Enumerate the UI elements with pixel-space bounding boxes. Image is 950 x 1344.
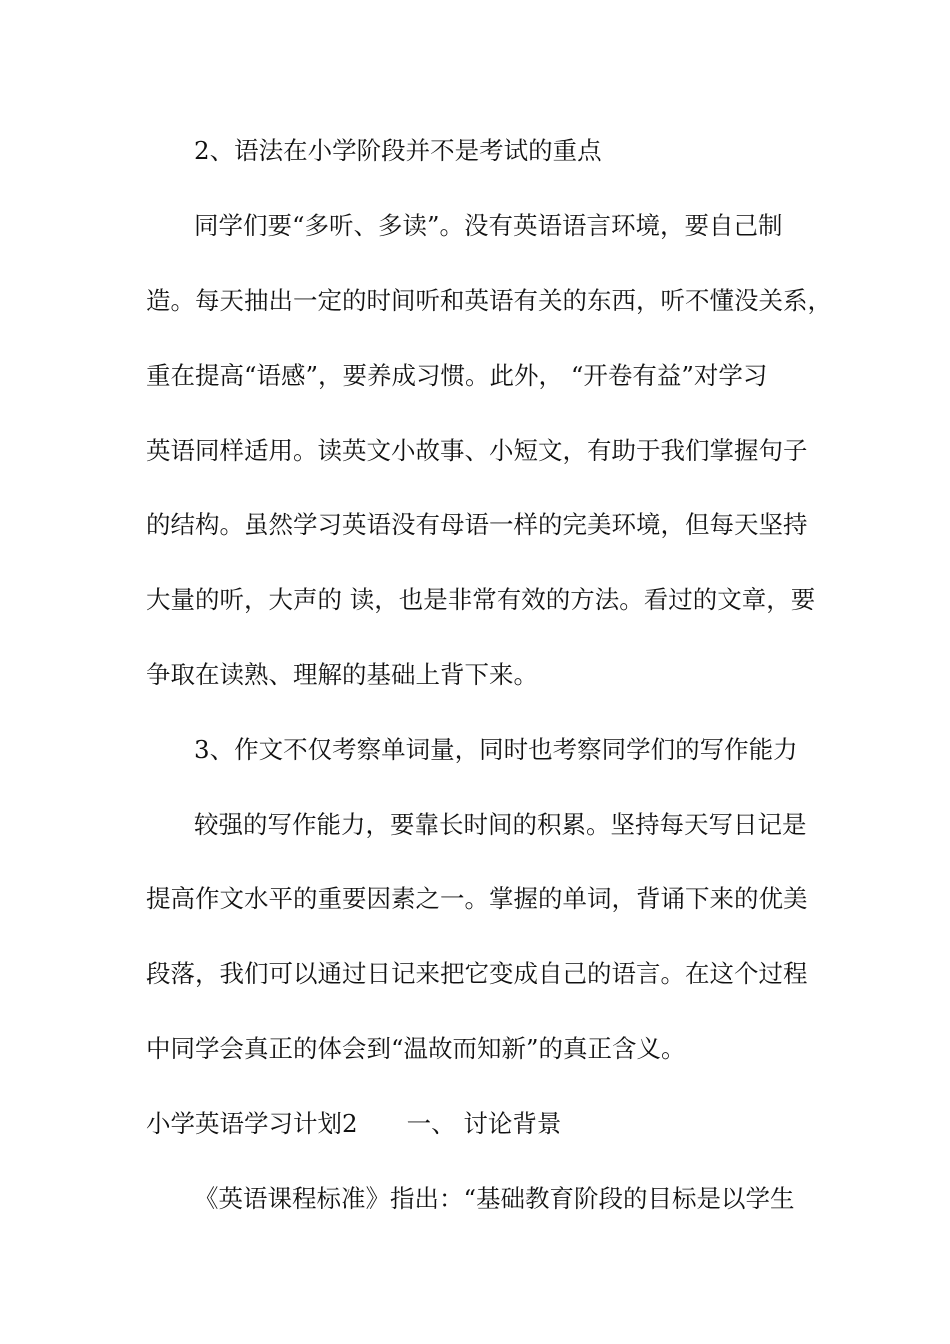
paragraph-line: 《英语课程标准》指出：“基础教育阶段的目标是以学生 bbox=[194, 1184, 795, 1213]
paragraph-line: 的结构。虽然学习英语没有母语一样的完美环境，但每天坚持 bbox=[146, 510, 808, 539]
section-heading-grammar: 2、语法在小学阶段并不是考试的重点 bbox=[194, 136, 602, 165]
paragraph-line: 提高作文水平的重要因素之一。掌握的单词，背诵下来的优美 bbox=[146, 884, 808, 913]
paragraph-line: 争取在读熟、理解的基础上背下来。 bbox=[146, 660, 538, 689]
paragraph-line: 较强的写作能力，要靠长时间的积累。坚持每天写日记是 bbox=[194, 810, 807, 839]
paragraph-line: 中同学会真正的体会到“温故而知新”的真正含义。 bbox=[146, 1034, 686, 1063]
paragraph-line: 大量的听，大声的 读，也是非常有效的方法。看过的文章，要 bbox=[146, 585, 816, 614]
paragraph-line: 英语同样适用。读英文小故事、小短文，有助于我们掌握句子 bbox=[146, 436, 808, 465]
paragraph-line: 重在提高“语感”，要养成习惯。此外， “开卷有益”对学习 bbox=[146, 361, 768, 390]
paragraph-line: 段落，我们可以通过日记来把它变成自己的语言。在这个过程 bbox=[146, 959, 808, 988]
plan-title-heading: 小学英语学习计划2 一、 讨论背景 bbox=[146, 1109, 562, 1138]
section-heading-writing: 3、作文不仅考察单词量，同时也考察同学们的写作能力 bbox=[194, 735, 798, 764]
paragraph-line: 同学们要“多听、多读”。没有英语语言环境，要自己制 bbox=[194, 211, 783, 240]
paragraph-line: 造。每天抽出一定的时间听和英语有关的东西，听不懂没关系， bbox=[146, 286, 832, 315]
